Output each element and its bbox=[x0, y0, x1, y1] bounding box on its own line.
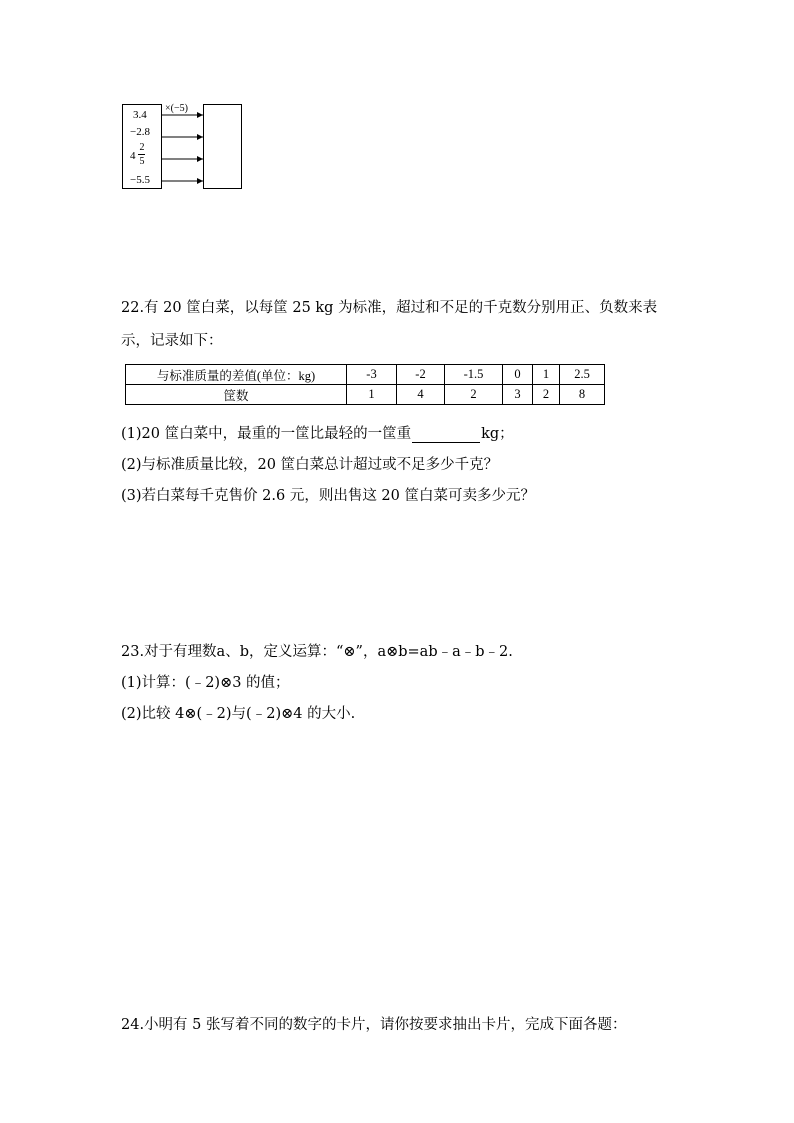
table-cell: 8 bbox=[560, 385, 605, 405]
input-value-2: −2.8 bbox=[130, 126, 150, 138]
mixed-denominator: 5 bbox=[139, 156, 145, 167]
operator-label: ×(−5) bbox=[165, 103, 188, 114]
table-cell: 0 bbox=[503, 365, 533, 385]
table-cell: 2 bbox=[533, 385, 560, 405]
table-cell: -1.5 bbox=[445, 365, 503, 385]
table-cell: 1 bbox=[347, 385, 397, 405]
q22-line-2: 示，记录如下： bbox=[121, 333, 223, 349]
table-row bbox=[126, 385, 605, 405]
q23-part-1: (1)计算：(﹣2)⊗3 的值； bbox=[121, 675, 290, 691]
table-header-cell: 与标准质量的差值(单位：kg) bbox=[126, 365, 347, 385]
table-row bbox=[126, 365, 605, 385]
mixed-whole: 4 bbox=[130, 150, 136, 162]
table-cell: -3 bbox=[347, 365, 397, 385]
q22-part-1-text: (1)20 筐白菜中，最重的一筐比最轻的一筐重 bbox=[121, 426, 412, 442]
table-header-cell: 筐数 bbox=[126, 385, 347, 405]
table-cell: 4 bbox=[397, 385, 445, 405]
q22-line-1: 22.有 20 筐白菜，以每筐 25 kg 为标准，超过和不足的千克数分别用正、负数来表 bbox=[121, 300, 658, 316]
answer-blank[interactable] bbox=[412, 427, 480, 443]
table-cell: 2.5 bbox=[560, 365, 605, 385]
q22-part-1 bbox=[121, 425, 514, 443]
q22-part-2: (2)与标准质量比较，20 筐白菜总计超过或不足多少千克？ bbox=[121, 457, 499, 473]
input-value-1: 3.4 bbox=[133, 109, 147, 121]
q23-line-1: 23.对于有理数a、b，定义运算：“⊗”，a⊗b=ab﹣a﹣b﹣2. bbox=[121, 644, 513, 660]
input-value-4: −5.5 bbox=[130, 174, 150, 186]
table-cell: 1 bbox=[533, 365, 560, 385]
q23-part-2: (2)比较 4⊗(﹣2)与(﹣2)⊗4 的大小. bbox=[121, 706, 356, 722]
table-cell: 3 bbox=[503, 385, 533, 405]
q22-part-1-unit: kg； bbox=[481, 426, 514, 442]
q22-part-3: (3)若白菜每千克售价 2.6 元，则出售这 20 筐白菜可卖多少元？ bbox=[121, 488, 535, 504]
mixed-numerator: 2 bbox=[139, 142, 145, 153]
table-cell: 2 bbox=[445, 385, 503, 405]
arrows bbox=[0, 0, 794, 200]
q24-line-1: 24.小明有 5 张写着不同的数字的卡片，请你按要求抽出卡片，完成下面各题： bbox=[121, 1017, 627, 1033]
q22-table bbox=[125, 364, 605, 405]
table-cell: -2 bbox=[397, 365, 445, 385]
